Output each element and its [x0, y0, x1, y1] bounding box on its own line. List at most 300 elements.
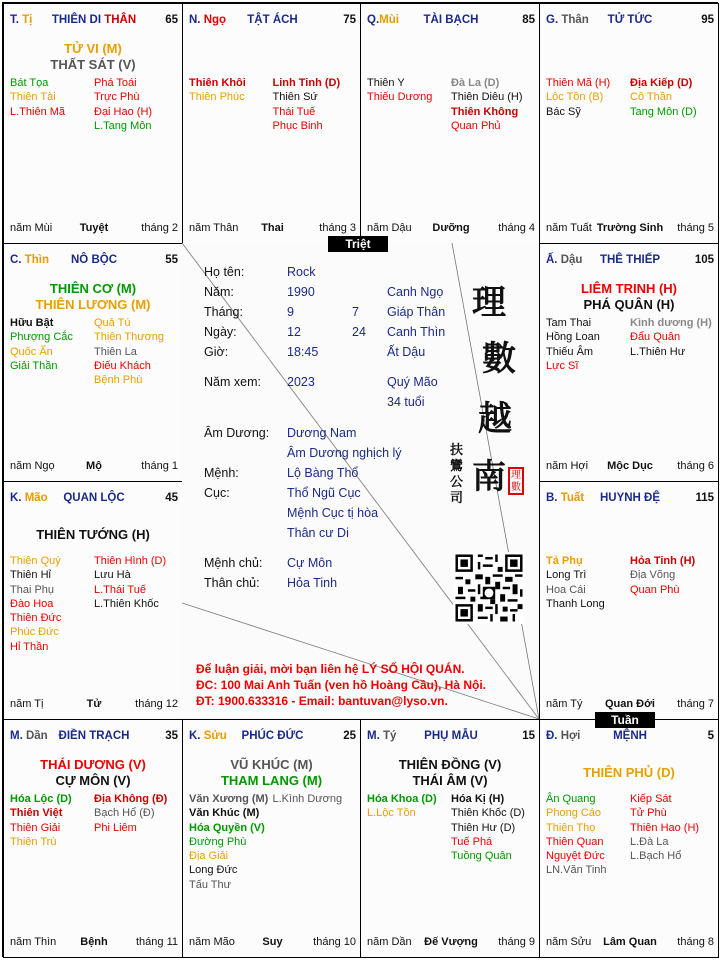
minor-stars-left — [10, 76, 94, 133]
minor-stars — [189, 792, 356, 892]
palace-header — [367, 14, 535, 28]
minor-stars-right — [451, 76, 535, 133]
info-solar: 18:45 — [287, 345, 319, 359]
calligraphy-char-1: 理 — [472, 283, 506, 323]
info-canchi: Canh Ngọ — [387, 285, 444, 299]
palace-header — [10, 254, 178, 268]
minor-star: Thai Phụ — [10, 583, 55, 596]
palace-age: 95 — [701, 14, 714, 26]
palace-stem-branch: Q.Mùi — [367, 14, 399, 26]
menh-label: Mệnh: — [204, 466, 239, 480]
palace-stem-branch: Ấ. Dậu — [546, 254, 583, 266]
palace-year: năm Dần — [367, 936, 412, 948]
palace-header — [546, 730, 714, 744]
minor-star: L.Thiên Mã — [10, 105, 66, 118]
minor-stars — [10, 792, 178, 849]
minor-star: Ân Quang — [546, 793, 596, 805]
palace-header — [10, 492, 178, 506]
minor-star: Tả Phụ — [546, 555, 583, 567]
minor-stars-left — [10, 792, 94, 849]
minor-stars-left — [10, 316, 94, 387]
minor-star: Thiên Diêu (H) — [451, 91, 523, 104]
minor-star: Thiên Thọ — [546, 821, 596, 834]
minor-stars-right — [630, 554, 714, 611]
minor-star: Thiên Hỉ — [10, 569, 51, 582]
palace-name: TỬ TỨC — [607, 14, 653, 26]
palace-header — [189, 730, 356, 744]
palace-stem-branch: K. Mão — [10, 492, 48, 504]
palace-name: TẬT ÁCH — [247, 14, 298, 26]
palace-header — [10, 14, 178, 28]
minor-star: Quốc Ấn — [10, 345, 53, 358]
minor-star: Phong Cáo — [546, 807, 602, 820]
minor-star: Giải Thần — [10, 359, 58, 372]
palace-footer — [367, 222, 535, 235]
palace-footer — [10, 222, 178, 235]
palace-name: NÔ BỘC — [71, 254, 117, 266]
minor-star: Hóa Quyền (V) — [189, 821, 265, 834]
minor-star: Tuế Phá — [451, 835, 493, 848]
major-star: THIÊN ĐỒNG (V) — [398, 757, 502, 772]
palace-month: tháng 5 — [677, 222, 714, 234]
minor-stars-right — [94, 76, 178, 133]
info-label: Giờ: — [204, 345, 229, 359]
palace-year: năm Hợi — [546, 460, 589, 472]
minor-star: Thiên Quan — [546, 835, 604, 848]
menh-value: Lộ Bàng Thổ — [287, 466, 359, 480]
minor-stars-right — [630, 316, 714, 373]
minor-star: Kiếp Sát — [630, 793, 672, 805]
palace-name: PHỤ MẪU — [424, 730, 478, 742]
minor-star: Điếu Khách — [94, 359, 151, 372]
tuan-marker: Tuần — [595, 712, 655, 728]
palace-footer — [546, 222, 714, 235]
minor-stars-left — [546, 76, 630, 119]
minor-star: L.Bạch Hổ — [630, 850, 682, 863]
minor-star: Đại Hao (H) — [94, 105, 153, 118]
than-chu-value: Hỏa Tinh — [287, 576, 338, 590]
minor-star: L.Tang Môn — [94, 119, 152, 132]
palace-month: tháng 8 — [677, 936, 714, 948]
minor-star: Thanh Long — [546, 597, 605, 610]
minor-star: Thiên Không — [451, 105, 519, 118]
life-stage: Bệnh — [80, 936, 108, 948]
menh-chu-value: Cự Môn — [287, 556, 333, 570]
palace-name: MỆNH — [613, 730, 647, 742]
major-stars — [361, 757, 539, 789]
minor-star: Lưu Hà — [94, 569, 131, 582]
palace-year: năm Tý — [546, 698, 583, 710]
palace-header — [546, 14, 714, 28]
minor-star: L.Thiên Khốc — [94, 597, 159, 610]
major-stars — [540, 281, 718, 313]
minor-stars-right — [94, 316, 178, 387]
info-canchi: Quý Mão — [387, 375, 438, 389]
palace-footer — [546, 936, 714, 949]
minor-star: Đường Phù — [189, 835, 247, 848]
minor-star: Thiếu Dương — [367, 91, 433, 104]
minor-star: Hữu Bật — [10, 317, 54, 329]
palace-year: năm Tị — [10, 698, 44, 710]
life-stage: Suy — [262, 936, 283, 948]
minor-star: Thiên Khốc (D) — [451, 807, 525, 820]
minor-stars-right — [94, 554, 178, 654]
minor-star: Thiên Hư (D) — [451, 821, 516, 834]
palace-footer — [546, 460, 714, 473]
palace-age: 115 — [695, 492, 714, 504]
minor-star: Thiên Đức — [10, 612, 62, 625]
palace-ty[interactable] — [360, 719, 540, 958]
minor-star: Thiên Phúc — [189, 91, 245, 104]
minor-star: Phúc Đức — [10, 626, 59, 639]
life-stage: Lâm Quan — [603, 936, 657, 948]
palace-month: tháng 9 — [498, 936, 535, 948]
minor-star: Long Trì — [546, 569, 587, 582]
am-duong-note: Âm Dương nghịch lý — [287, 446, 402, 460]
minor-stars-left — [367, 792, 451, 863]
palace-footer — [546, 698, 714, 711]
palace-month: tháng 3 — [319, 222, 356, 234]
palace-header — [546, 254, 714, 268]
palace-stem-branch: T. Tị — [10, 14, 33, 26]
life-stage: Trường Sinh — [596, 222, 664, 234]
palace-age: 75 — [343, 14, 356, 26]
major-star: LIÊM TRINH (H) — [580, 281, 678, 296]
than-marker: THÂN — [104, 14, 137, 26]
palace-stem-branch: B. Tuất — [546, 492, 585, 504]
minor-star: Thiên Thương — [94, 331, 165, 344]
info-label: Tháng: — [204, 305, 243, 319]
major-stars — [540, 765, 718, 781]
minor-stars — [367, 76, 535, 133]
calligraphy-char-4: 南 — [472, 457, 506, 497]
major-star: THIÊN TƯỚNG (H) — [36, 527, 150, 542]
minor-star: L.Đà La — [630, 835, 669, 848]
palace-thin[interactable] — [3, 243, 183, 482]
than-cu: Thân cư Di — [287, 526, 349, 540]
contact-address: ĐC: 100 Mai Anh Tuấn (ven hồ Hoàng Cầu), Hà Nội. — [196, 678, 487, 692]
minor-stars — [546, 792, 714, 878]
major-stars — [4, 757, 182, 789]
palace-footer — [10, 460, 178, 473]
minor-star: Thiên Hao (H) — [630, 821, 700, 834]
minor-stars — [10, 316, 178, 387]
minor-star: Địa Không (Đ) — [94, 793, 168, 805]
calligraphy-small: 扶鸞公司 — [450, 443, 464, 506]
minor-stars — [189, 76, 356, 133]
major-star: THAM LANG (M) — [220, 773, 323, 788]
palace-year: năm Thân — [189, 222, 239, 234]
palace-stem-branch: G. Thân — [546, 14, 589, 26]
major-star: VŨ KHÚC (M) — [230, 757, 313, 772]
palace-hoi[interactable] — [539, 719, 719, 958]
minor-star: LN.Văn Tinh — [546, 864, 607, 877]
info-label: Năm xem: — [204, 375, 261, 389]
palace-stem-branch: C. Thìn — [10, 254, 49, 266]
minor-star: Thiên Y — [367, 77, 405, 89]
palace-dan[interactable] — [3, 719, 183, 958]
minor-star: Kình dương (H) — [630, 317, 712, 329]
palace-age: 35 — [165, 730, 178, 742]
minor-star: Hóa Khoa (D) — [367, 793, 437, 805]
minor-star: Lộc Tồn (B) — [546, 91, 604, 104]
qr-code-icon — [453, 552, 525, 624]
palace-year: năm Tuất — [546, 222, 592, 234]
major-star: THIÊN PHỦ (D) — [583, 765, 675, 780]
palace-footer — [189, 936, 356, 949]
minor-stars-left — [189, 792, 273, 892]
palace-footer — [367, 936, 535, 949]
major-star: THIÊN CƠ (M) — [49, 281, 137, 296]
minor-star: Thiên Tài — [10, 91, 56, 104]
minor-stars — [546, 76, 714, 119]
center-info-panel — [182, 243, 539, 719]
minor-star: Tấu Thư — [189, 878, 232, 891]
minor-star: Hỉ Thần — [10, 640, 49, 653]
minor-stars-right — [273, 792, 357, 892]
palace-age: 25 — [343, 730, 356, 742]
major-stars — [4, 281, 182, 313]
palace-age: 45 — [165, 492, 178, 504]
life-stage: Thai — [261, 222, 284, 234]
palace-stem-branch: Đ. Hợi — [546, 730, 581, 742]
minor-star: Phi Liêm — [94, 821, 137, 834]
palace-name: THÊ THIẾP — [599, 254, 661, 266]
major-stars — [183, 757, 360, 789]
info-label: Họ tên: — [204, 265, 245, 279]
palace-age: 85 — [522, 14, 535, 26]
palace-year: năm Sửu — [546, 936, 592, 948]
minor-stars-left — [367, 76, 451, 133]
minor-star: Phá Toái — [94, 77, 137, 89]
palace-age: 55 — [165, 254, 178, 266]
palace-suu[interactable] — [182, 719, 361, 958]
minor-star: L.Thái Tuế — [94, 583, 146, 596]
life-stage: Mộ — [86, 460, 102, 472]
palace-year: năm Mùi — [10, 222, 53, 234]
info-canchi: Canh Thìn — [387, 325, 446, 339]
cuc-note: Mệnh Cục tị hòa — [287, 506, 379, 520]
minor-star: Thiên Hình (D) — [94, 555, 167, 567]
minor-star: Thiên Sứ — [272, 91, 318, 104]
palace-header — [546, 492, 714, 506]
minor-star: Thiên Giải — [10, 821, 61, 834]
palace-year: năm Dậu — [367, 222, 412, 234]
minor-star: L.Kình Dương — [272, 793, 343, 805]
palace-dau[interactable] — [539, 243, 719, 482]
info-solar: Rock — [287, 265, 316, 279]
palace-stem-branch: M. Tý — [367, 730, 397, 742]
life-stage: Đế Vượng — [424, 936, 478, 948]
minor-star: Hóa Kị (H) — [451, 793, 505, 805]
palace-year: năm Thìn — [10, 936, 57, 948]
info-label: Năm: — [204, 285, 234, 299]
minor-star: Hóa Lộc (D) — [10, 793, 72, 805]
am-duong-label: Âm Dương: — [204, 426, 270, 440]
palace-name: ĐIỀN TRẠCH — [58, 730, 130, 742]
minor-star: Đẩu Quân — [630, 331, 681, 344]
major-star: THIÊN LƯƠNG (M) — [35, 297, 151, 312]
minor-star: Thái Tuế — [272, 105, 316, 118]
minor-star: Phục Binh — [272, 119, 323, 132]
minor-stars-right — [630, 76, 714, 119]
minor-stars-right — [630, 792, 714, 878]
triet-marker: Triệt — [328, 236, 388, 252]
major-star: THẤT SÁT (V) — [50, 57, 136, 72]
minor-stars-right — [273, 76, 357, 133]
palace-footer — [10, 698, 178, 711]
minor-star: Trực Phù — [94, 91, 140, 104]
menh-chu-label: Mệnh chủ: — [204, 556, 263, 570]
palace-header — [10, 730, 178, 744]
info-lunar: 7 — [352, 305, 359, 319]
major-star: CỰ MÔN (V) — [55, 773, 131, 788]
minor-star: Bạch Hổ (Đ) — [94, 807, 155, 820]
palace-ti[interactable] — [3, 3, 183, 244]
palace-tuat[interactable] — [539, 481, 719, 720]
minor-stars — [367, 792, 535, 863]
minor-star: Thiên Quý — [10, 555, 61, 567]
minor-stars — [10, 554, 178, 654]
palace-name: PHÚC ĐỨC — [241, 730, 304, 742]
palace-stem-branch: N. Ngọ — [189, 14, 227, 26]
palace-age: 65 — [165, 14, 178, 26]
palace-name: QUAN LỘC — [63, 492, 125, 504]
info-canchi: 34 tuổi — [387, 395, 425, 409]
palace-name: TÀI BẠCH — [423, 14, 479, 26]
minor-star: Đà La (D) — [451, 77, 500, 89]
minor-star: Địa Kiếp (D) — [630, 77, 693, 89]
palace-footer — [189, 222, 356, 235]
info-label: Ngày: — [204, 325, 237, 339]
life-stage: Tử — [86, 698, 102, 710]
palace-header — [189, 14, 356, 28]
am-duong-value: Dương Nam — [287, 426, 357, 440]
info-solar: 1990 — [287, 285, 315, 299]
major-star: THÁI DƯƠNG (V) — [40, 757, 146, 772]
info-solar: 12 — [287, 325, 301, 339]
minor-star: Quan Phủ — [451, 119, 501, 132]
minor-star: Quả Tú — [94, 317, 131, 329]
minor-stars-left — [10, 554, 94, 654]
minor-star: Văn Khúc (M) — [189, 807, 260, 820]
palace-month: tháng 2 — [141, 222, 178, 234]
palace-age: 5 — [707, 730, 714, 742]
minor-stars-left — [546, 792, 630, 878]
info-canchi: Giáp Thân — [387, 305, 446, 319]
minor-stars — [10, 76, 178, 133]
contact-phone-email[interactable]: ĐT: 1900.633316 - Email: bantuvan@lyso.vn. — [196, 694, 448, 708]
minor-star: Thiếu Âm — [546, 345, 594, 358]
life-stage: Dưỡng — [432, 222, 470, 234]
palace-than[interactable] — [539, 3, 719, 244]
minor-star: Thiên Trù — [10, 835, 57, 848]
life-stage: Tuyệt — [79, 222, 109, 234]
minor-star: Thiên Việt — [10, 807, 63, 820]
minor-stars — [546, 554, 714, 611]
minor-star: Lực Sĩ — [546, 359, 579, 372]
minor-star: Quan Phù — [630, 583, 680, 596]
palace-year: năm Ngọ — [10, 460, 55, 472]
minor-stars-left — [546, 316, 630, 373]
minor-star: Bát Tọa — [10, 77, 49, 89]
palace-name: THIÊN DI THÂN — [51, 14, 137, 26]
tuvi-chart — [2, 2, 718, 957]
minor-star: L.Lộc Tồn — [367, 807, 416, 820]
palace-month: tháng 11 — [135, 936, 178, 948]
minor-stars — [546, 316, 714, 373]
minor-star: Địa Võng — [630, 569, 676, 582]
life-stage: Mộc Dục — [607, 460, 653, 472]
palace-header — [367, 730, 535, 744]
palace-month: tháng 10 — [313, 936, 356, 948]
minor-star: Tuồng Quân — [451, 850, 512, 863]
palace-mui[interactable] — [360, 3, 540, 244]
info-lunar: 24 — [352, 325, 366, 339]
palace-ngo[interactable] — [182, 3, 361, 244]
minor-star: L.Thiên Hư — [630, 345, 686, 358]
minor-star: Cô Thần — [630, 91, 672, 104]
minor-stars-right — [451, 792, 535, 863]
palace-footer — [10, 936, 178, 949]
minor-stars-left — [189, 76, 273, 133]
minor-star: Tang Môn (D) — [630, 105, 697, 118]
major-stars — [4, 41, 182, 73]
red-seal-stamp: 理數 — [508, 467, 524, 495]
minor-stars-right — [94, 792, 178, 849]
minor-star: Tử Phù — [630, 807, 667, 820]
palace-stem-branch: K. Sửu — [189, 730, 227, 742]
minor-star: Phượng Cắc — [10, 331, 73, 344]
minor-star: Bệnh Phù — [94, 374, 143, 387]
cuc-label: Cục: — [204, 486, 230, 500]
info-canchi: Ất Dậu — [387, 345, 426, 359]
minor-star: Thiên La — [94, 345, 137, 358]
minor-star: Linh Tinh (D) — [272, 77, 341, 89]
minor-star: Địa Giải — [189, 850, 229, 863]
info-solar: 2023 — [287, 375, 315, 389]
contact-line-1: Để luận giải, mời bạn liên hệ LÝ SỐ HỘI QUÁN. — [196, 662, 465, 676]
minor-star: Thiên Khôi — [189, 77, 246, 89]
major-stars — [4, 527, 182, 543]
major-star: PHÁ QUÂN (H) — [583, 297, 675, 312]
palace-stem-branch: M. Dần — [10, 730, 48, 742]
palace-month: tháng 6 — [677, 460, 714, 472]
minor-star: Tam Thai — [546, 317, 592, 329]
major-star: THÁI ÂM (V) — [412, 773, 488, 788]
minor-star: Nguyệt Đức — [546, 850, 605, 863]
palace-month: tháng 1 — [141, 460, 178, 472]
minor-star: Văn Xương (M) — [189, 793, 269, 805]
palace-month: tháng 12 — [135, 698, 178, 710]
minor-star: Hoa Cái — [546, 583, 586, 596]
life-stage: Quan Đới — [605, 698, 655, 710]
palace-mao[interactable] — [3, 481, 183, 720]
minor-star: Thiên Mã (H) — [546, 77, 611, 89]
info-solar: 9 — [287, 305, 294, 319]
minor-star: Đào Hoa — [10, 597, 54, 610]
major-star: TỬ VI (M) — [64, 41, 122, 56]
minor-star: Hồng Loan — [546, 331, 600, 344]
than-chu-label: Thân chủ: — [204, 576, 260, 590]
minor-stars-left — [546, 554, 630, 611]
minor-star: Hỏa Tinh (H) — [630, 555, 696, 567]
minor-star: Long Đức — [189, 864, 238, 877]
calligraphy-char-3: 越 — [478, 399, 512, 439]
minor-star: Bác Sỹ — [546, 105, 581, 118]
palace-year: năm Mão — [189, 936, 235, 948]
palace-age: 105 — [694, 254, 714, 266]
